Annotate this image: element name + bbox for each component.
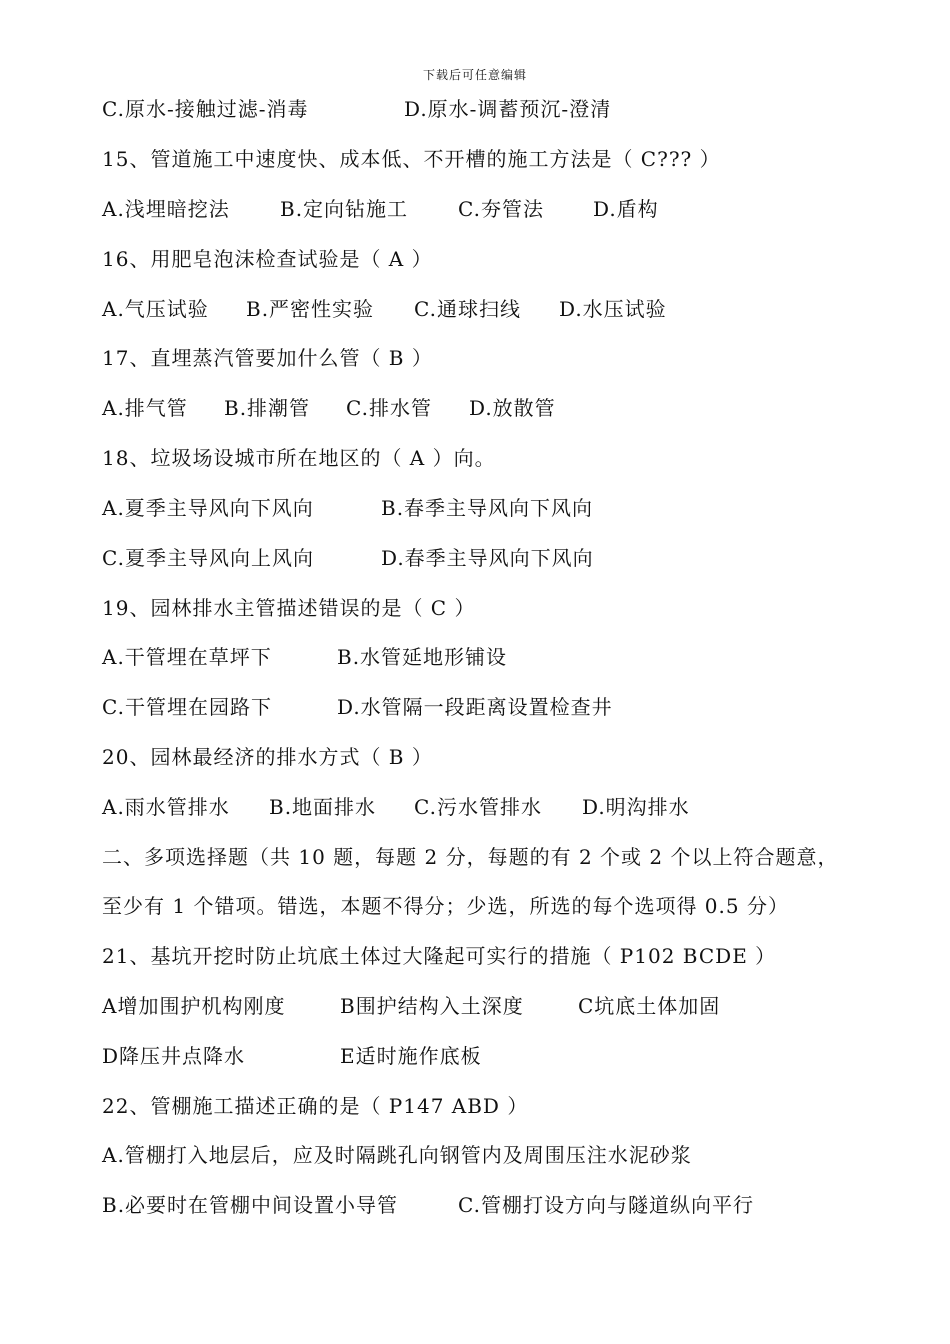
option-c: C.原水-接触过滤-消毒 xyxy=(102,97,309,121)
option-b: B.春季主导风向下风向 xyxy=(381,496,594,520)
option-c: C.夏季主导风向上风向 xyxy=(102,546,314,570)
options-19-cd xyxy=(102,694,613,720)
question-text: 15、管道施工中速度快、成本低、不开槽的施工方法是（ C??? ） xyxy=(102,147,721,171)
option-a: A.气压试验 xyxy=(102,297,209,321)
option-a: A.排气管 xyxy=(102,396,188,420)
option-c: C.干管埋在园路下 xyxy=(102,695,272,719)
option-b: B.定向钻施工 xyxy=(280,197,409,221)
option-c: C坑底土体加固 xyxy=(578,994,721,1018)
options-15 xyxy=(102,196,659,222)
option-b: B.排潮管 xyxy=(224,396,311,420)
option-b: B.必要时在管棚中间设置小导管 xyxy=(102,1193,399,1217)
option-b: B.严密性实验 xyxy=(246,297,375,321)
question-text: 18、垃圾场设城市所在地区的（ A ）向。 xyxy=(102,446,496,470)
option-d: D.明沟排水 xyxy=(582,795,690,819)
options-18-cd xyxy=(102,545,594,571)
options-21-abc xyxy=(102,993,720,1019)
option-a: A.雨水管排水 xyxy=(102,795,230,819)
option-d: D.水管隔一段距离设置检查井 xyxy=(337,695,613,719)
options-18-ab xyxy=(102,495,593,521)
options-20 xyxy=(102,794,690,820)
section-note-text: 至少有 1 个错项。错选，本题不得分；少选，所选的每个选项得 0.5 分） xyxy=(102,894,789,918)
option-a: A.管棚打入地层后，应及时隔跳孔向钢管内及周围压注水泥砂浆 xyxy=(102,1143,692,1167)
option-d: D.放散管 xyxy=(469,396,556,420)
question-text: 16、用肥皂泡沫检查试验是（ A ） xyxy=(102,247,433,271)
option-a: A.浅埋暗挖法 xyxy=(102,197,230,221)
page-header: 下载后可任意编辑 xyxy=(422,68,527,82)
option-a: A.夏季主导风向下风向 xyxy=(102,496,314,520)
question-text: 21、基坑开挖时防止坑底土体过大隆起可实行的措施（ P102 BCDE ） xyxy=(102,944,777,968)
answer-line-c-d xyxy=(102,96,611,122)
question-16 xyxy=(102,246,433,272)
option-d: D.盾构 xyxy=(593,197,659,221)
options-16 xyxy=(102,296,667,322)
question-18 xyxy=(102,445,496,471)
options-21-de xyxy=(102,1043,482,1069)
options-22-bc xyxy=(102,1192,754,1218)
option-d: D降压井点降水 xyxy=(102,1044,246,1068)
question-19 xyxy=(102,595,475,621)
option-c: C.夯管法 xyxy=(458,197,544,221)
options-17 xyxy=(102,395,556,421)
section-note xyxy=(102,893,789,919)
section-heading xyxy=(102,844,838,870)
question-20 xyxy=(102,744,433,770)
question-text: 19、园林排水主管描述错误的是（ C ） xyxy=(102,596,476,620)
question-text: 22、管棚施工描述正确的是（ P147 ABD ） xyxy=(102,1094,529,1118)
question-text: 17、直埋蒸汽管要加什么管（ B ） xyxy=(102,346,433,370)
option-e: E适时施作底板 xyxy=(340,1044,482,1068)
option-d: D.水压试验 xyxy=(559,297,667,321)
question-17 xyxy=(102,345,433,371)
options-22-a xyxy=(102,1142,692,1168)
question-text: 20、园林最经济的排水方式（ B ） xyxy=(102,745,433,769)
option-d: D.原水-调蓄预沉-澄清 xyxy=(404,97,612,121)
question-21 xyxy=(102,943,776,969)
option-a: A增加围护机构刚度 xyxy=(102,994,286,1018)
option-c: C.通球扫线 xyxy=(414,297,521,321)
option-c: C.污水管排水 xyxy=(414,795,542,819)
option-a: A.干管埋在草坪下 xyxy=(102,645,272,669)
question-15 xyxy=(102,146,721,172)
option-b: B.水管延地形铺设 xyxy=(337,645,508,669)
question-22 xyxy=(102,1093,528,1119)
option-d: D.春季主导风向下风向 xyxy=(381,546,594,570)
option-c: C.排水管 xyxy=(346,396,432,420)
option-c: C.管棚打设方向与隧道纵向平行 xyxy=(458,1193,754,1217)
option-b: B围护结构入土深度 xyxy=(340,994,524,1018)
options-19-ab xyxy=(102,644,507,670)
section-title: 二、多项选择题（共 10 题，每题 2 分，每题的有 2 个或 2 个以上符合题意， xyxy=(102,845,839,869)
option-b: B.地面排水 xyxy=(269,795,377,819)
